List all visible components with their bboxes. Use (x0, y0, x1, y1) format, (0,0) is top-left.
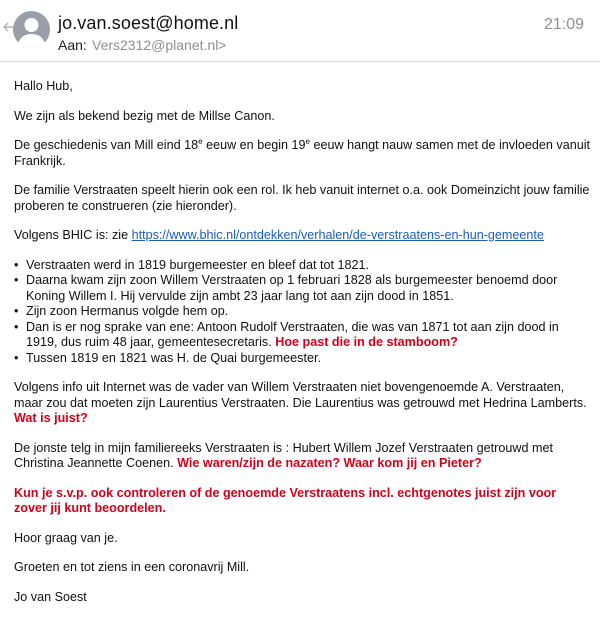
paragraph-7-request: Kun je s.v.p. ook controleren of de genoemde Verstraatens incl. echtgenotes juist zijn voor zover jij kunt beoordelen. (14, 485, 557, 515)
list-item: • Daarna kwam zijn zoon Willem Verstraaten op 1 februari 1828 als burgemeester benoemd door Koning Willem I. Hij vervulde zijn ambt 23 jaar lang tot aan zijn dood in 1851. (14, 273, 592, 304)
paragraph-1: We zijn als bekend bezig met de Millse Canon. (14, 108, 275, 123)
list-item: • Verstraaten werd in 1819 burgemeester en bleef dat tot 1821. (14, 258, 592, 274)
paragraph-6 (14, 441, 592, 472)
highlighted-question: Hoe past die in de stamboom? (275, 335, 458, 349)
message-header (0, 0, 600, 62)
signature: Jo van Soest (14, 589, 87, 604)
bhic-link[interactable]: https://www.bhic.nl/ontdekken/verhalen/de-verstraatens-en-hun-gemeente (131, 228, 544, 242)
message-time: 21:09 (543, 16, 584, 33)
chevron-right-icon[interactable]: > (218, 37, 227, 53)
bhic-bullet-list (14, 258, 592, 367)
list-item: • Zijn zoon Hermanus volgde hem op. (14, 304, 592, 320)
highlighted-question: Wat is juist? (14, 411, 88, 425)
paragraph-2 (14, 138, 592, 169)
bhic-intro-text: Volgens BHIC is: zie (14, 228, 132, 242)
paragraph-2-part-c: eeuw hangt nauw samen met de invloeden vanuit Frankrijk. (14, 138, 591, 168)
paragraph-9: Groeten en tot ziens in een coronavrij Mill. (14, 560, 250, 574)
sender-avatar-icon[interactable] (13, 11, 50, 48)
bhic-intro (14, 228, 592, 244)
list-item-text: Dan is er nog sprake van ene: Antoon Rudolf Verstraaten, die was van 1871 tot aan zijn dood in 1919, dus ruim 48 jaar, gemeentesecretaris. (26, 319, 559, 349)
paragraph-2-part-b: eeuw en begin 19 (202, 138, 306, 152)
paragraph-5-text: Volgens info uit Internet was de vader van Willem Verstraaten niet bovengenoemde A. Verstraaten, maar zou dat moeten zijn Laurentius Verstraaten. Die Laurentius was getrouwd met Hedrina Lamberts. (14, 380, 587, 410)
paragraph-6-text: De jonste telg in mijn familiereeks Verstraaten is : Hubert Willem Jozef Verstraaten getrouwd met Christina Jeannette Coenen. (14, 440, 553, 470)
sender-address[interactable]: jo.van.soest@home.nl (58, 13, 239, 33)
list-item: • Tussen 1819 en 1821 was H. de Quai burgemeester. (14, 351, 592, 367)
message-body (14, 79, 592, 619)
superscript-e: e (198, 137, 203, 146)
greeting: Hallo Hub, (14, 79, 73, 93)
header-divider (0, 61, 600, 62)
recipient-address[interactable]: Vers2312@planet.nl (92, 37, 219, 53)
paragraph-5 (14, 380, 592, 427)
paragraph-8: Hoor graag van je. (14, 530, 118, 545)
highlighted-question: Wie waren/zijn de nazaten? Waar kom jij en Pieter? (177, 456, 482, 470)
paragraph-3: De familie Verstraaten speelt hierin ook een rol. Ik heb vanuit internet o.a. ook Domeinzicht jouw familie proberen te construeren (zie hieronder). (14, 183, 590, 213)
superscript-e: e (305, 137, 310, 146)
paragraph-2-part-a: De geschiedenis van Mill eind 18 (14, 138, 199, 152)
list-item (14, 320, 592, 351)
recipient-label: Aan: (58, 37, 87, 53)
